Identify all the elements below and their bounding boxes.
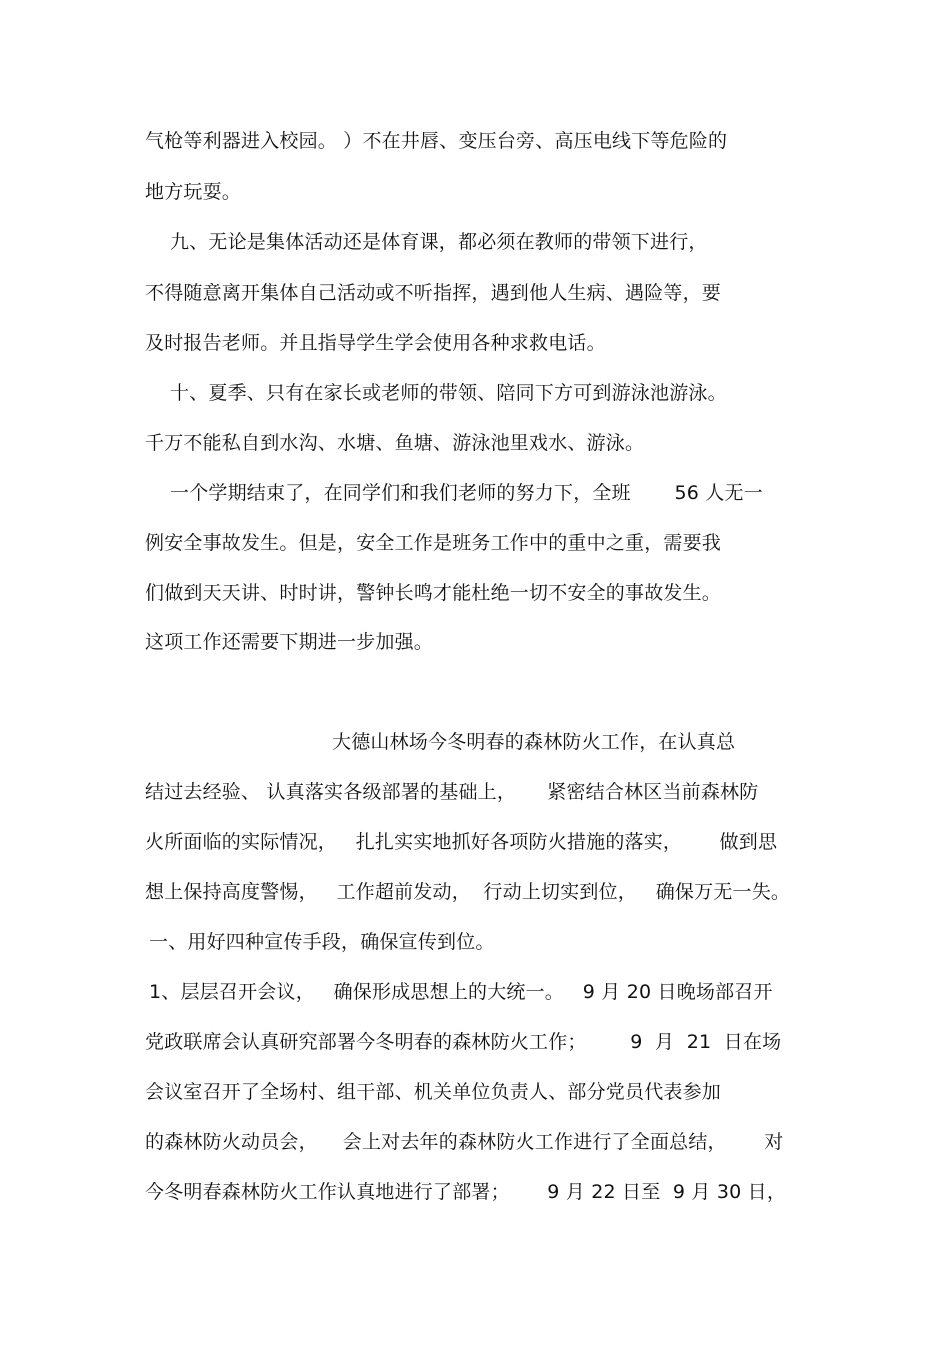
text-line-6: 十、夏季、只有在家长或老师的带领、陪同下方可到游泳池游泳。 [170, 382, 727, 404]
text-line-20: 的森林防火动员会， 会上对去年的森林防火工作进行了全面总结， 对 [145, 1131, 784, 1153]
text-line-3: 九、无论是集体活动还是体育课，都必须在教师的带领下进行， [170, 231, 708, 253]
text-line-13: 结过去经验、 认真落实各级部署的基础上， 紧密结合林区当前森林防 [145, 781, 759, 803]
text-line-15: 想上保持高度警惕， 工作超前发动， 行动上切实到位， 确保万无一失。 [145, 881, 791, 903]
text-line-21: 今冬明春森林防火工作认真地进行了部署； 9 月 22 日至 9 月 30 日， [145, 1181, 787, 1203]
text-line-8: 一个学期结束了，在同学们和我们老师的努力下，全班 56 人无一 [170, 482, 763, 504]
text-line-9: 例安全事故发生。但是，安全工作是班务工作中的重中之重，需要我 [145, 532, 722, 554]
text-line-10: 们做到天天讲、时时讲，警钟长鸣才能杜绝一切不安全的事故发生。 [145, 582, 722, 604]
text-line-14: 火所面临的实际情况， 扎扎实实地抓好各项防火措施的落实， 做到思 [145, 831, 778, 853]
text-line-11: 这项工作还需要下期进一步加强。 [145, 631, 434, 653]
text-line-18: 党政联席会认真研究部署今冬明春的森林防火工作； 9 月 21 日在场 [145, 1031, 782, 1053]
text-line-4: 不得随意离开集体自己活动或不听指挥，遇到他人生病、遇险等，要 [145, 282, 722, 304]
text-line-17: 1、层层召开会议， 确保形成思想上的大统一。 9 月 20 日晚场部召开 [149, 981, 773, 1003]
text-line-2: 地方玩耍。 [145, 181, 242, 203]
text-line-7: 千万不能私自到水沟、水塘、鱼塘、游泳池里戏水、游泳。 [145, 432, 645, 454]
text-line-16: 一、用好四种宣传手段，确保宣传到位。 [149, 931, 495, 953]
text-line-1: 气枪等利器进入校园。 ）不在井唇、变压台旁、高压电线下等危险的 [145, 130, 728, 152]
text-line-5: 及时报告老师。并且指导学生学会使用各种求救电话。 [145, 332, 606, 354]
text-line-12: 大德山林场今冬明春的森林防火工作，在认真总 [332, 731, 736, 753]
text-line-19: 会议室召开了全场村、组干部、机关单位负责人、部分党员代表参加 [145, 1081, 722, 1103]
